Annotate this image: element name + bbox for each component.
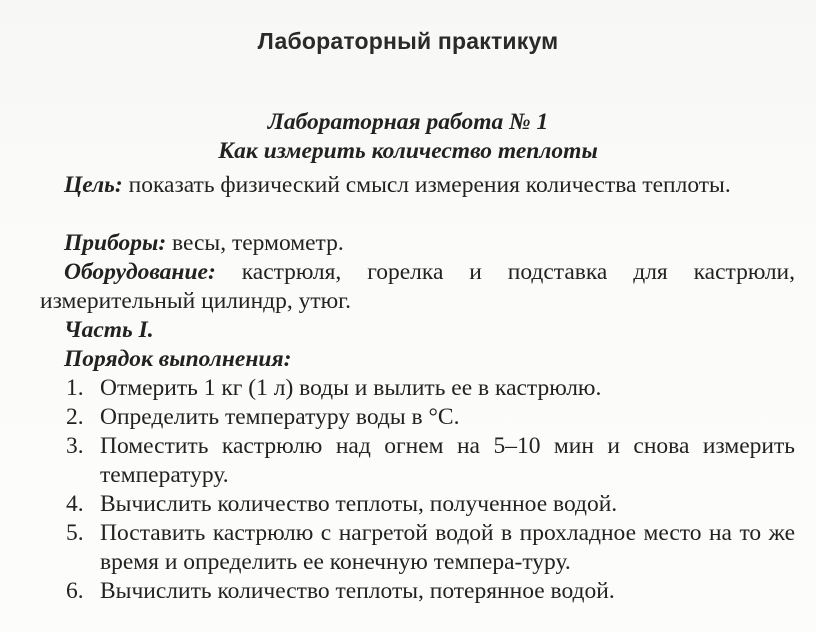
step-number: 1. (66, 375, 84, 401)
step-item (66, 577, 795, 606)
step-item (66, 519, 795, 577)
devices-paragraph (40, 229, 795, 258)
equipment-text: кастрюля, горелка и подставка для кастрюли, измерительный цилиндр, утюг. (40, 259, 795, 314)
step-number: 5. (66, 520, 84, 546)
step-number: 3. (66, 433, 84, 459)
step-item (66, 490, 795, 519)
step-item (66, 374, 795, 403)
step-text: Поставить кастрюлю с нагретой водой в прохладное место на то же время и определить ее конечную темпера-туру. (100, 520, 795, 575)
devices-label: Приборы: (64, 230, 167, 256)
equipment-label: Оборудование: (64, 259, 216, 285)
step-number: 6. (66, 578, 84, 604)
step-number: 2. (66, 404, 84, 430)
section-title: Лабораторный практикум (257, 28, 559, 54)
goal-label: Цель: (64, 172, 123, 198)
work-title: Как измерить количество теплоты (218, 138, 598, 164)
step-text: Вычислить количество теплоты, потерянное водой. (100, 578, 615, 604)
goal-text: показать физический смысл измерения количества теплоты. (122, 172, 731, 198)
procedure-heading: Порядок выполнения: (64, 346, 292, 372)
step-number: 4. (66, 491, 84, 517)
goal-paragraph (40, 171, 795, 200)
step-item (66, 432, 795, 490)
step-text: Определить температуру воды в °С. (100, 404, 460, 430)
equipment-paragraph (40, 258, 795, 316)
step-item (66, 403, 795, 432)
step-text: Поместить кастрюлю над огнем на 5–10 мин и снова измерить температуру. (100, 433, 795, 488)
devices-text: весы, термометр. (166, 230, 344, 256)
procedure-steps (66, 374, 795, 606)
step-text: Отмерить 1 кг (1 л) воды и вылить ее в кастрюлю. (100, 375, 602, 401)
step-text: Вычислить количество теплоты, полученное водой. (100, 491, 618, 517)
work-number: Лабораторная работа № 1 (267, 109, 549, 135)
part-heading: Часть I. (64, 317, 154, 343)
